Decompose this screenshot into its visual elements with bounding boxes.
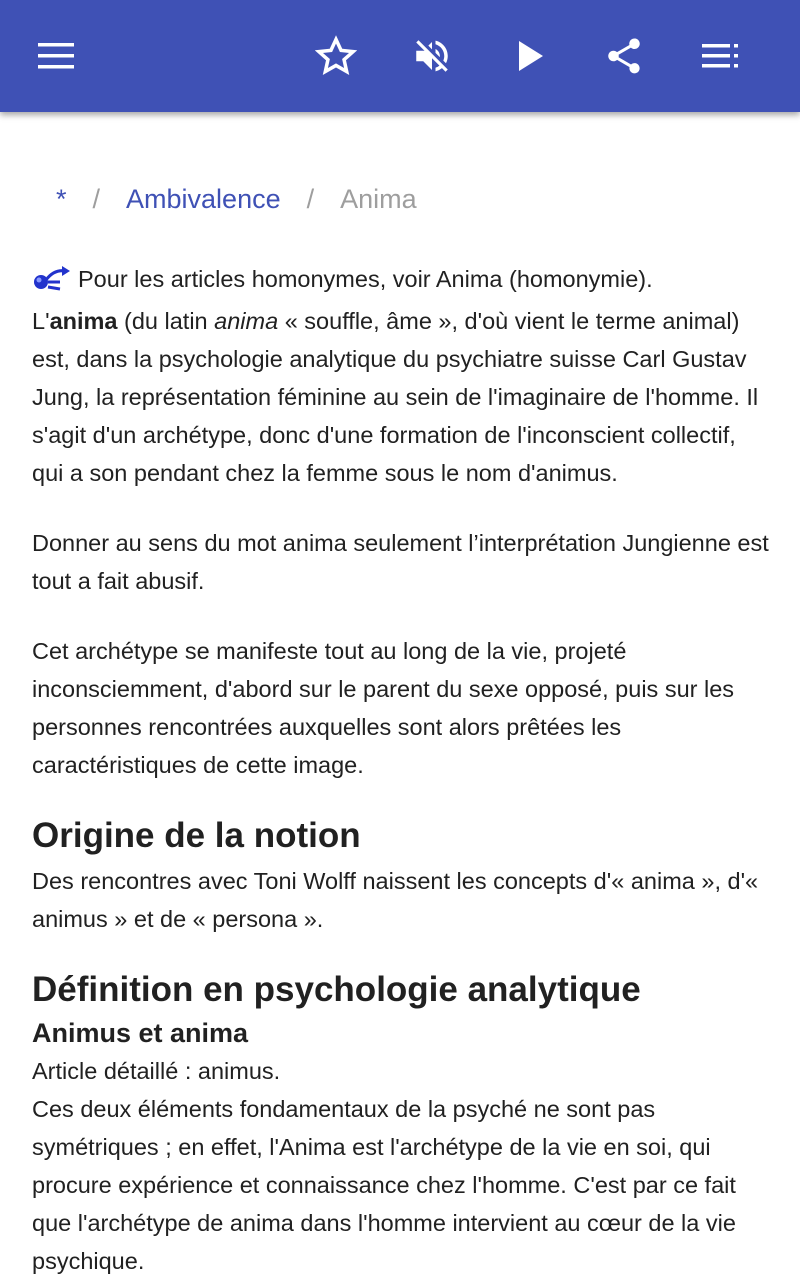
menu-button[interactable] bbox=[28, 28, 84, 84]
breadcrumb-separator: / bbox=[92, 184, 101, 214]
subsection-heading-animus: Animus et anima bbox=[32, 1018, 249, 1048]
detail-note: Article détaillé : animus. bbox=[32, 1058, 281, 1084]
contents-button[interactable] bbox=[692, 28, 748, 84]
intro-term: anima bbox=[49, 308, 118, 334]
paragraph-3: Cet archétype se manifeste tout au long de la vie, projeté inconsciemment, d'abord sur le parent du sexe opposé, puis sur les personnes rencontrées auxquelles sont alors prêtées les caractéristiques de cette image. bbox=[32, 638, 735, 778]
breadcrumb-separator: / bbox=[306, 184, 315, 214]
intro-paragraph bbox=[32, 302, 770, 492]
paragraph-2: Donner au sens du mot anima seulement l’interprétation Jungienne est tout a fait abusif. bbox=[32, 530, 769, 594]
intro-text: (du latin bbox=[117, 308, 215, 334]
breadcrumb-current: Anima bbox=[340, 184, 417, 214]
section-heading-definition: Définition en psychologie analytique bbox=[32, 970, 641, 1009]
intro-latin-term: anima bbox=[214, 308, 279, 334]
app-toolbar bbox=[0, 0, 800, 112]
intro-prefix: L' bbox=[32, 308, 50, 334]
share-button[interactable] bbox=[596, 28, 652, 84]
disambiguation-icon bbox=[32, 264, 72, 302]
play-icon bbox=[515, 39, 545, 73]
play-button[interactable] bbox=[502, 28, 558, 84]
paragraph-animus: Ces deux éléments fondamentaux de la psyché ne sont pas symétriques ; en effet, l'Anima est l'archétype de la vie en soi, qui procure expérience et connaissance chez l'homme. C'est par ce fait que l'archétype de anima dans l'homme intervient au cœur de la vie psychique. bbox=[32, 1096, 736, 1274]
article-content bbox=[0, 112, 800, 1280]
article-body bbox=[32, 260, 770, 1280]
breadcrumb-parent-link[interactable]: Ambivalence bbox=[126, 184, 281, 214]
volume-off-icon bbox=[411, 35, 453, 77]
share-icon bbox=[603, 35, 645, 77]
mute-button[interactable] bbox=[404, 28, 460, 84]
hatnote bbox=[32, 260, 770, 302]
section-heading-origin: Origine de la notion bbox=[32, 816, 361, 855]
menu-icon bbox=[36, 41, 76, 71]
playlist-icon bbox=[700, 42, 740, 70]
hatnote-text: Pour les articles homonymes, voir Anima (homonymie). bbox=[78, 266, 653, 292]
star-outline-icon bbox=[315, 35, 357, 77]
paragraph-origin: Des rencontres avec Toni Wolff naissent les concepts d'« anima », d'« animus » et de « persona ». bbox=[32, 868, 759, 932]
favorite-button[interactable] bbox=[308, 28, 364, 84]
breadcrumb bbox=[56, 182, 417, 216]
breadcrumb-root-link[interactable]: * bbox=[56, 184, 67, 214]
intro-text: « souffle, âme », d'où vient le terme animal) est, dans la psychologie analytique du psychiatre suisse Carl Gustav Jung, la représentation féminine au sein de l'imaginaire de l'homme. Il s'agit d'un archétype, donc d'une formation de l'inconscient collectif, qui a son pendant chez la femme sous le nom d'animus. bbox=[32, 308, 759, 486]
